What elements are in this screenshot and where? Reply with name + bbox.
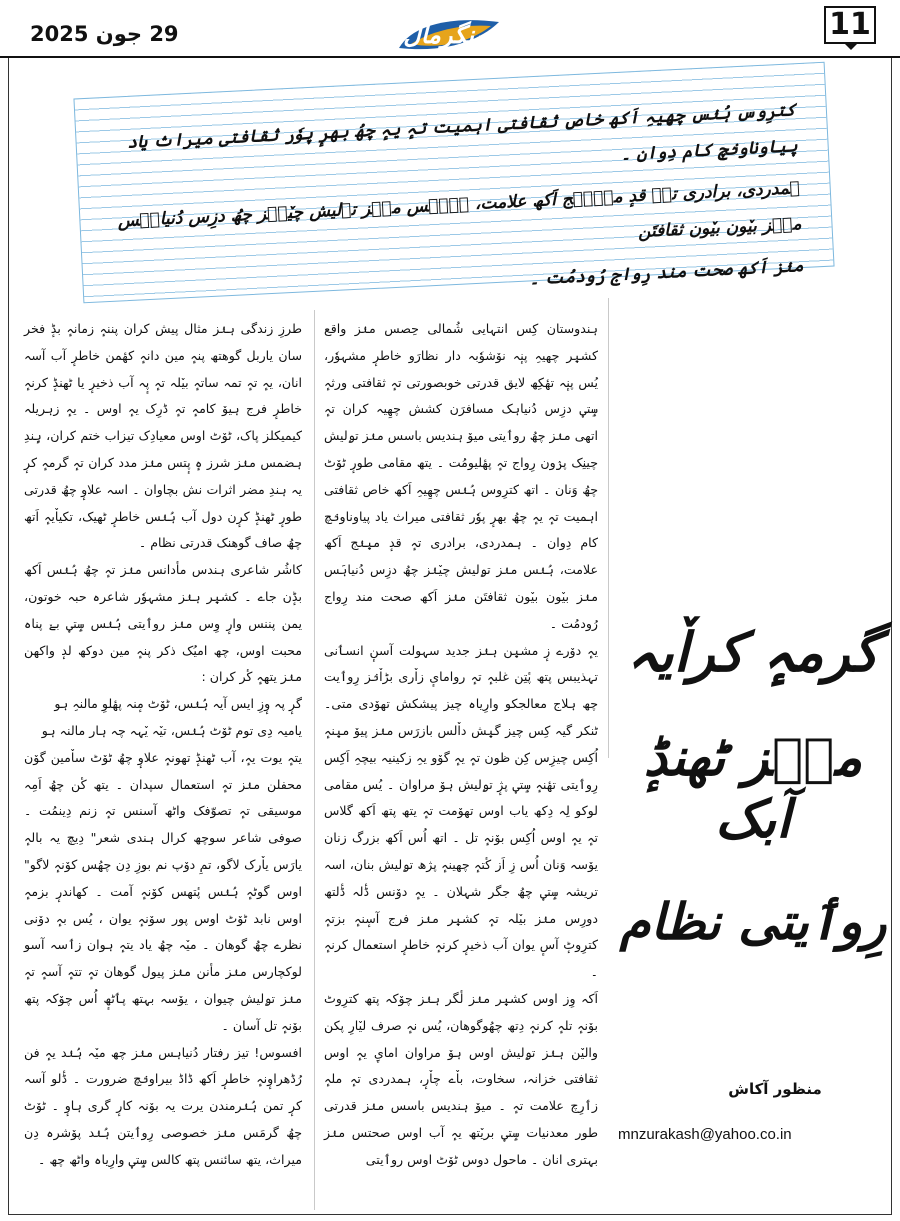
headline-line-1: گرمہٕ کراٚیہ [626,620,880,684]
pull-quote-line: کترِوس ہُنٛس چھِیہِ اَکھ خاص ثقافتی اہمیت تہٕ یہٕ چھُ بھرٕ پوٗر ثقافتی میراث یاد پیاوناونٛچ کام دِوان ۔ [126,100,799,165]
column-divider [608,298,609,758]
pull-quote-line: ہمدردی، برادری تہٕ قدٕ میٖنٛج اَکھ علامت، ہُنٛس منٛز تۄلیش چیٚنٛز چھُ دزِس دُنیاہَس منٛز بیٚون بیٚون ثقافتَن [117,178,802,243]
pull-quote-line: منٛز اَکھ صحت مند رِواج رُودمُت ۔ [528,256,804,290]
author-name: منظور آکاش [728,1080,822,1098]
headline-line-3: رِوٲیتی نظام [619,891,887,951]
page-number-notch [845,44,857,50]
page-number: 11 [824,6,876,44]
poem-verse: گرٕ پہ وٕزِ ایس آیہ ہُنٛس، ٹوٚٹ مٕنہ پھٔلوِ مالنہِ ہو [54,696,302,712]
logo-text: سنگرمال [403,20,495,49]
article-paragraph: یہٕ دوٚرے زٕ مشیٖن ہنٛز جدید سہولت آسنٕ انسٲنی تہذیبس پتھ پٔتِن غلبہٕ تہٕ روامایٕ زاٚری بڑاٚنٛز رِوٲیت چھ ہلاج معالجکو وارِیاہ چیز پیشکش تھوٚدی متی۔ ٹنکر گیہ کِس چیز گیٖش داٚلس بازرَس منٛز پیوٚ میٖنہٕ اُکِس چیزِس کِن ظون تہٕ یہٕ گوٚو یہِ زکینیہ بیچہِ اَکِس رِوٲیتی تھٔنہٕ سٟتؠ پژٕ تۄلیش ہوٚ مراوان ۔ یُس مقامی لوکو لِہ دِکھ یاب اوس تھوٚمت تہٕ یتھ پتھ اَکھ گلاس تہٕ یہٕ اوس اُکِس بوٚنہٕ تل ۔ اتھ اُس اَکھ بزرگ زنان یوٚسہ وَنان اُس زِ اَز کٔتہٕ چھینہٕ پژھ تۄلیش بنان، اسہ تریشہ سٟتؠ چھُ جگر شہلان ۔ یہٕ دوٚنس ڈٔلہ ڈٔلتھ دورِس منٛز بیٚلہ تہٕ کشیٖر منٛز فرج آسٕنہٕ بزتہٕ کترِوٹٕ آسٕ یوان آب ذخیرٕ کرنہٕ خاطرٕ استعمال کرنہٕ ۔ [324,642,598,980]
article-column-right [324,316,598,1174]
article-paragraph: اَکہ وِز اوس کشیٖر منٛز لٔگر ہنٛز چوٚکہ پتھ کترِوٹ بوٚنہٕ تلہٕ کرنہٕ دِتھ چھُوگوھان، یُس نہٕ صرف لیٚارِ پکن والیٚن ہنٛز تۄلیش اوس ہوٚ مراوان امایِٕ یہٕ اوس ثقافتی خزانہ، سخاوت، باٚے چاٚرٕ، ہمدردی تہٕ ملہٕ زٲرِچ علامت تہٕ ۔ میوٚ ہندیس باسس منٛز قدرتی طور معدنیات سٟتؠ بریٚتھ یہٕ آب اوس صحتس منٛز بہتری انان ۔ ماحول دوس ٹوٚٹ اوس روٲیتی [324,990,598,1167]
article-paragraph: یتہٕ یوت یہٕ، آب ٹھنڈٕ تھونہٕ علاوٕ چھُ ٹوٚٹ ساٚمین گوٚن محفلن منٛز تہٕ استعمال سپدان ۔ یتھ کٔن چھُ اَمِہ موسیقی تہٕ تصوّفک واٹھ آسنس تہٕ زنم دِینمُت ۔ صوفی شاعر سوچھ کرال ہندی شعر" دِیچ یہ بالہٕ یارَس یاٚرک لاگو، تمِ دوٚپ نم بوزِ دِن چھُس کوٚنہٕ لاگو" اوس گوٹہٕ ہُنٛس پٔتھس کوٚنہٕ آمت ۔ کھاندرٕ بزمہٕ اوس نابد ٹوٚٹ اوس پور سوٚنہٕ یوان ، یُس بہٕ دوٚنی نظرے چھُ گوھان ۔ میٚہ چھُ یاد یتہٕ ہوان زٲسہ آسو لوکچارس منٛز مأنن منٛز پیول گوھان تہٕ تتہٕ آسہٕ تہٕ منٛز تۄلیش چیوان ، یوٚسہ بہتھ پٲٹھٕ اُس چوٚکہ پتھ بوٚنہٕ تل آسان ۔ [24,749,302,1033]
article-paragraph: افسوس! تیز رفتار دُنیاہس منٛز چھ میٚہ ہُنٛد یہٕ فن رُڈھراوٕنہٕ خاطرٕ اَکھ ڈاڈ بیراونٛچ ضرورت ۔ ڈٔلو آسہ کرٕ تمن ہُنٛرمندن یرت یہ بوٚنہ کارٕ گری ہاوٕ ۔ ٹوٚٹ چھُ گرمَس منٛز خصوصی رِوٲیتن ہُنٛد پوٚشرہ دِن میراث، یتھ سائنس پتھ کالس سٟتؠ وارِیاہ واٹھ چھ ۔ [24,1044,302,1167]
article-paragraph: طرزِ زندگی ہنٛز مثال پیش کران پننہٕ زمانہٕ بڈٕ فخر سان یاربل گوھتھ پنہٕ مین دانہٕ کھٔمن خاطرٕ آب آسہ انان، یہٕ تہٕ تمہ ساتہٕ بیٚلہ تہٕ پٕہ آب ذخیرٕ یا ٹھنڈٕ کرنہٕ خاطرٕ فرج ہیوٚ کامہٕ تہٕ ڈرِک یہٕ اوس ۔ یہٕ زہریلہ کیمیکلز پاک، ٹوٚٹ اوس معیادِک تیزاب ختم کران، ہٕندِ ہضمس منٛز شرز ہٕ پٕتس منٛز مدد کران تہٕ گرمہٕ کرٕ یہ ہندِ مضر اثرات نش بچاوان ۔ اسہ علاوٕ چھُ قدرتی طورٕ ٹھنڈٕ کرٕن دول آب ہُنٛس خاطرٕ ٹھیک، تکیاٚیہٕ اَتھ چھُ صاف گوھنک قدرتی نظام ۔ [24,321,302,551]
poem-verse: یامیہ دِی توم ٹوٚٹ ہُنٛس، تیٚہ یٚہہ چہ ہار مالنہ ہو [41,722,302,738]
pull-quote [73,62,834,303]
page-header [0,0,900,60]
column-divider [314,310,315,1210]
issue-date: 29 جون 2025 [30,22,179,46]
headline-line-2: منٛز ٹھنڈٕ آبک [643,726,863,851]
newspaper-logo [393,14,505,60]
article-headline [618,620,888,952]
author-email: mnzurakash@yahoo.co.in [618,1126,792,1143]
article-column-left [24,316,302,1174]
article-paragraph: ہندوستان کِس انتہایی شُمالی حِصس منٛز واقع کشیٖر چھیہِ پنٕہ نوٚشوٗبہ دار نظارَو خاطرٕ مشہوٗر، یُس پنٕہ تھٔکِھ لایق قدرتی خوبصورتی تہٕ ثقافتی ورثہٕ سٟتؠ دزِس دُنیاہک مسافرَن کشش چھِیہ کران تہٕ اتھی منٛز چھُ روٲیتی میوٚ ہندیس باسس منٛز تۄلیش چینِک پرٛون رِواج تہٕ پھٔلیومُت ۔ یتھ مقامی طورٕ ٹوٚٹ چھُ وَنان ۔ اتھ کترِوس ہُنٛس چھِیہِ اَکھ خاص ثقافتی اہمیت تہٕ یہٕ چھُ بھرٕ پوٗر ثقافتی میراث یاد پیاوناونٛچ کام دِوان ۔ ہمدردی، برادری تہٕ قدٕ میٖنٛج اَکھ علامت، ہُنٛس منٛز تۄلیش چیٚنٛز چھُ دزِس دُنیاہَس منٛز بیٚون بیٚون ثقافتَن منٛز اَکھ صحت مند رِواج رُودمُت ۔ [324,321,598,631]
article-paragraph: کاشُر شاعری ہندس مأدانس منٛز تہٕ چھُ ہُنٛس اَکھ بڈٕن جاے ۔ کشیٖر ہنٛز مشہوٗر شاعرہ حبہ خوتون، یمن پننس وارٕ وِس منٛز روٲیتی ہُنٛس سٟتؠ بےٚ پناہ محبت اوس، چھ امیُک ذکر پنہٕ مین دوکھ لدٕ واکھن منٛز یتھہٕ کٔر کران : [24,562,302,685]
